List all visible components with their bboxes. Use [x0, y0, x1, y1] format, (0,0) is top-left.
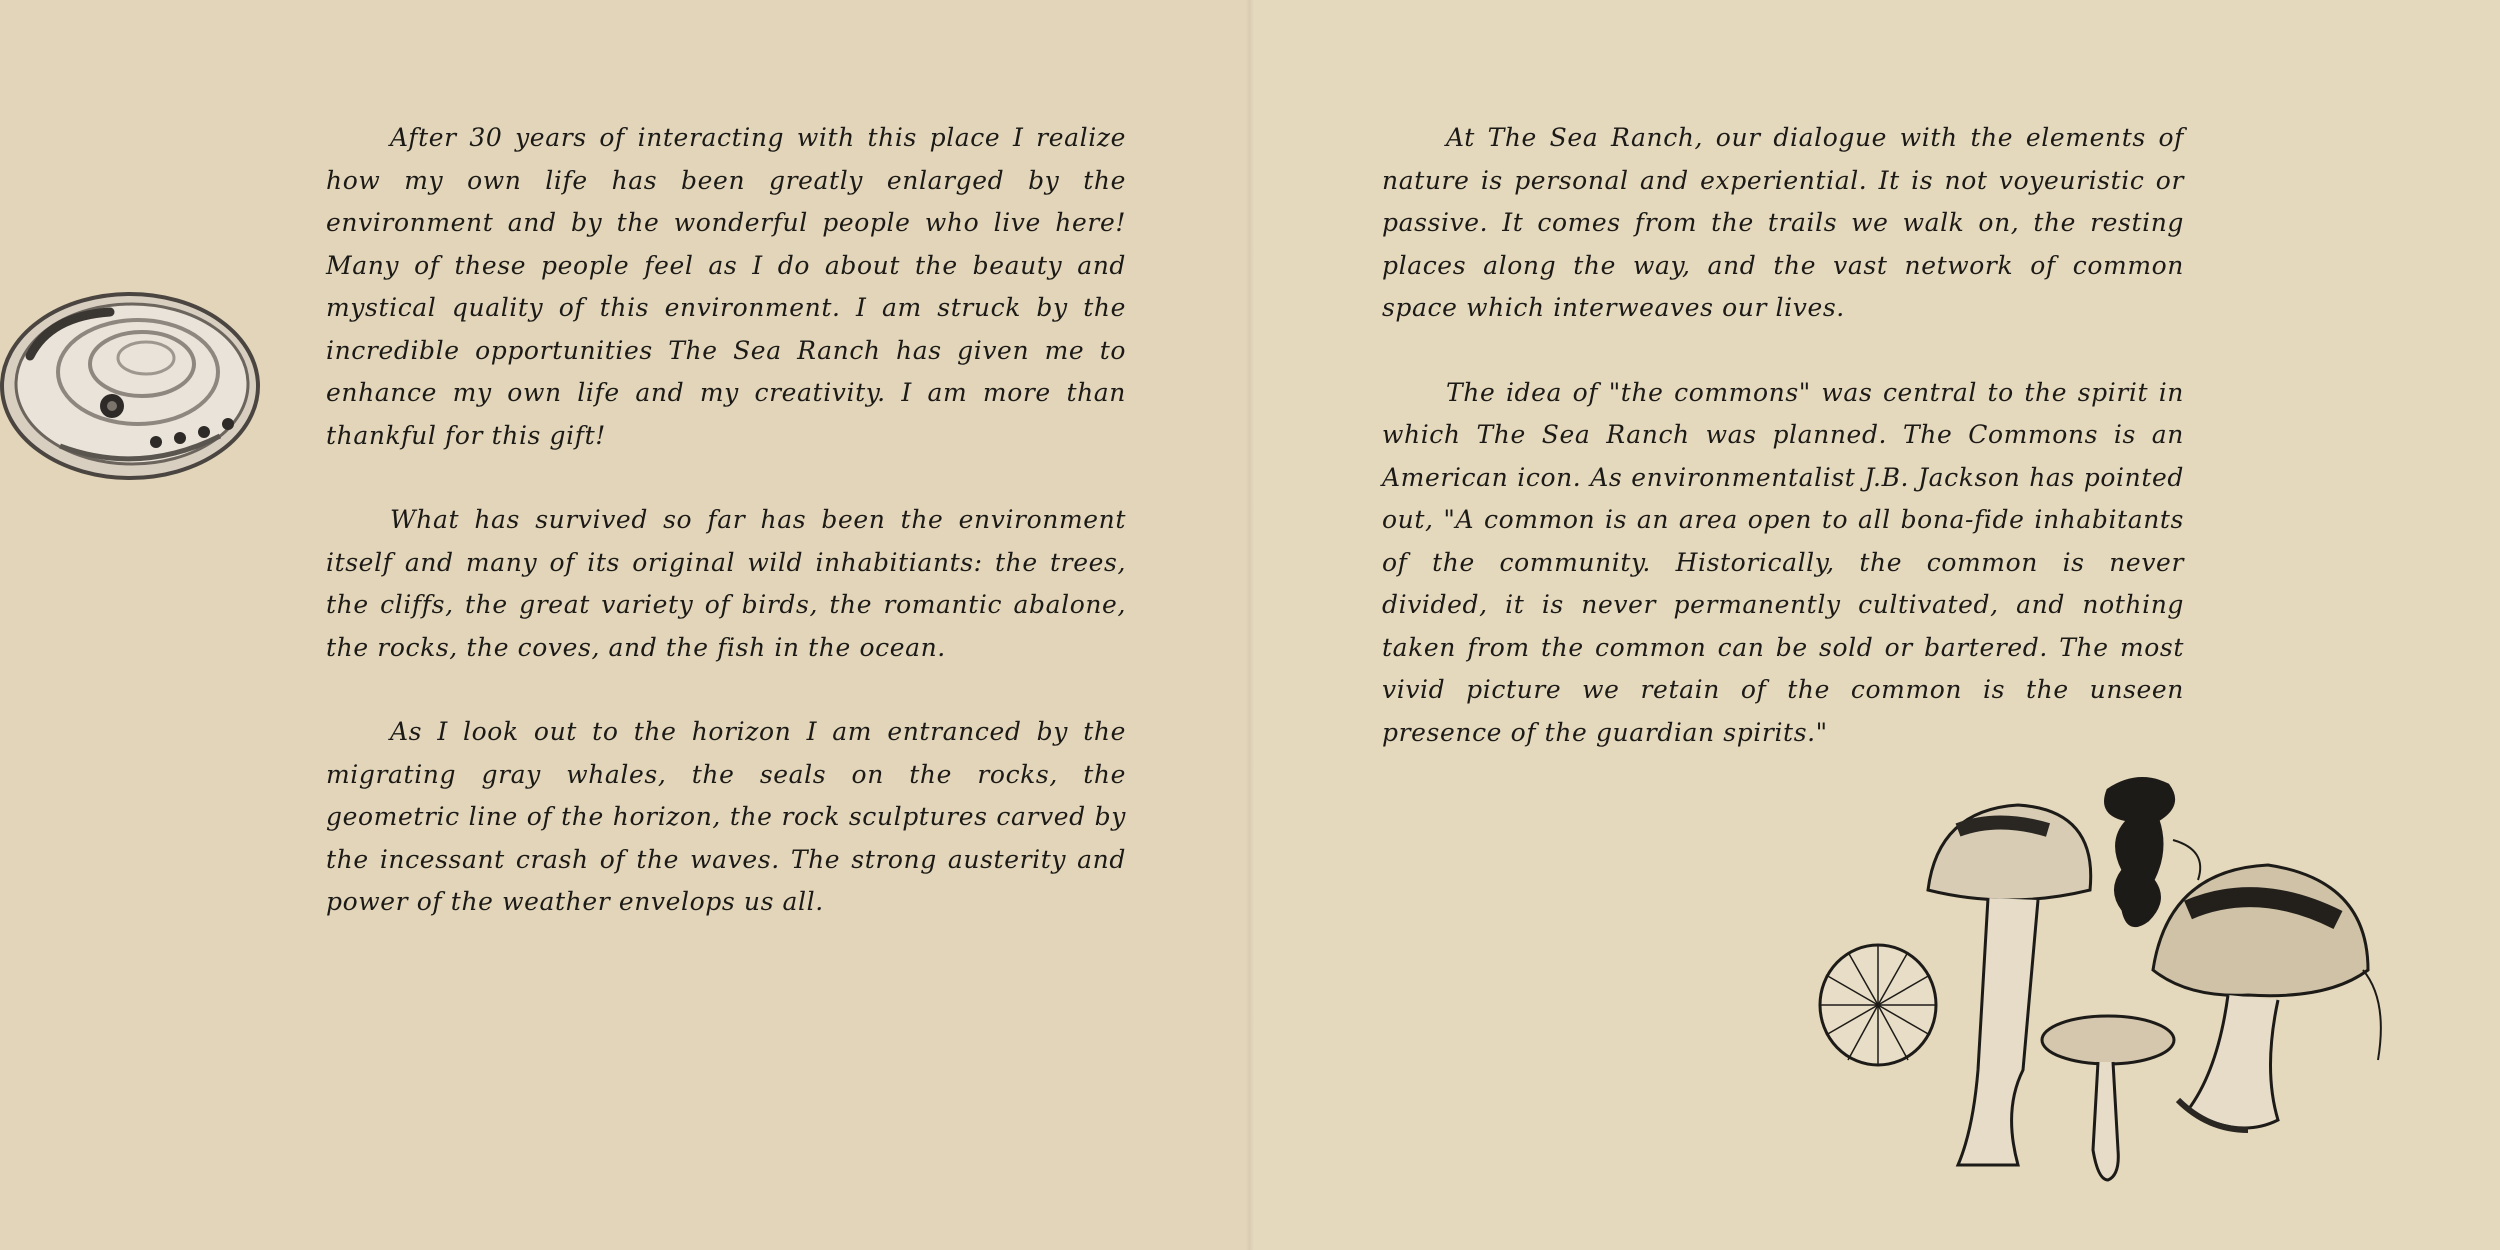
- page-gutter: [1246, 0, 1254, 1250]
- right-text-column: [1382, 117, 2184, 796]
- abalone-shell-icon: [0, 286, 270, 486]
- left-paragraph-2: What has survived so far has been the environment itself and many of its original wild inhabitiants: the trees, the cliffs, the great variety of birds, the romantic abalone, the rocks, the coves, and the fish in the ocean.: [326, 505, 1126, 662]
- left-paragraph-3: As I look out to the horizon I am entranced by the migrating gray whales, the seals on the rocks, the geometric line of the horizon, the rock sculptures carved by the incessant crash of the waves. The strong austerity and power of the weather envelops us all.: [326, 717, 1126, 916]
- mushrooms-icon: [1808, 770, 2404, 1190]
- right-paragraph-1: At The Sea Ranch, our dialogue with the elements of nature is personal and experiential. It is not voyeuristic or passive. It comes from the trails we walk on, the resting places along the way, and the vast network of common space which interweaves our lives.: [1382, 123, 2184, 322]
- left-paragraph-1: After 30 years of interacting with this place I realize how my own life has been greatly enlarged by the environment and by the wonderful people who live here! Many of these people feel as I do about the beauty and mystical quality of this environment. I am struck by the incredible opportunities The Sea Ranch has given me to enhance my own life and my creativity. I am more than thankful for this gift!: [326, 123, 1126, 450]
- left-text-column: [326, 117, 1126, 966]
- right-paragraph-2: The idea of "the commons" was central to the spirit in which The Sea Ranch was planned. The Commons is an American icon. As environmentalist J.B. Jackson has pointed out, "A common is an area open to all bona-fide inhabitants of the community. Historically, the common is never divided, it is never permanently cultivated, and nothing taken from the common can be sold or bartered. The most vivid picture we retain of the common is the unseen presence of the guardian spirits.": [1382, 377, 2184, 747]
